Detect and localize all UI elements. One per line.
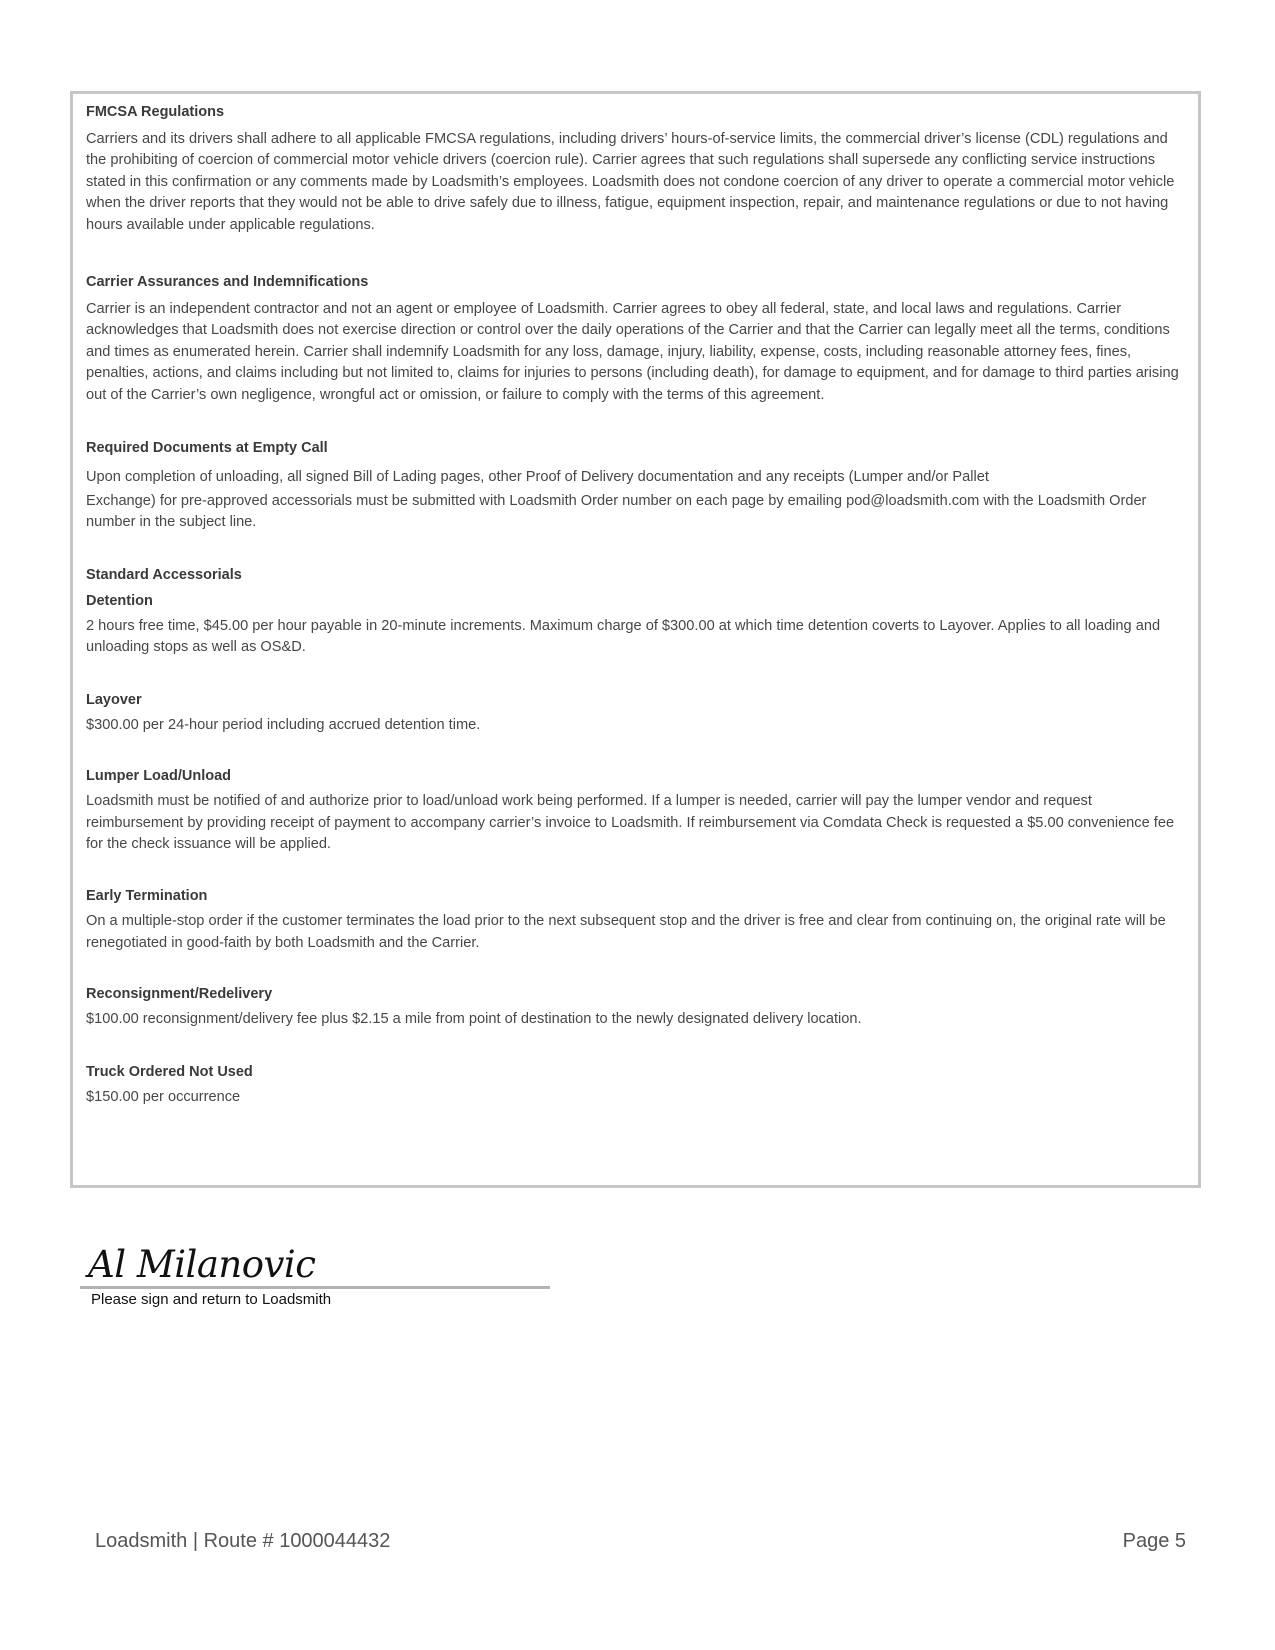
early-termination-body: On a multiple-stop order if the customer terminates the load prior to the next subsequent stop and the driver is free and clear from continuing on, the original rate will be renegotiated in good-faith by both Loadsmith and the Carrier. (86, 913, 1166, 951)
signature-name: Al Milanovic (88, 1243, 316, 1286)
documents-body-rest: Exchange) for pre-approved accessorials must be submitted with Loadsmith Order number on each page by emailing pod@loadsmith.com with the Loadsmith Order number in the subject line. (86, 493, 1147, 531)
lumper-title: Lumper Load/Unload (86, 768, 231, 785)
truck-not-used-title: Truck Ordered Not Used (86, 1063, 253, 1080)
terms-box (70, 91, 1201, 1188)
layover-body: $300.00 per 24-hour period including accrued detention time. (86, 716, 481, 733)
documents-title: Required Documents at Empty Call (86, 440, 328, 457)
footer-route: Loadsmith | Route # 1000044432 (95, 1530, 391, 1552)
truck-not-used-body: $150.00 per occurrence (86, 1088, 241, 1105)
fmcsa-title: FMCSA Regulations (86, 104, 225, 120)
reconsignment-body: $100.00 reconsignment/delivery fee plus $2.15 a mile from point of destination to the newly designated delivery location. (86, 1011, 862, 1028)
signature-block (80, 1243, 550, 1308)
lumper-body: Loadsmith must be notified of and authorize prior to load/unload work being performed. If a lumper is needed, carrier will pay the lumper vendor and request reimbursement by providing receipt of payment to accompany carrier’s invoice to Loadsmith. If reimbursement via Comdata Check is requested a $5.00 convenience fee for the check issuance will be applied. (86, 793, 1175, 852)
detention-title: Detention (86, 592, 153, 609)
accessorials-title: Standard Accessorials (86, 566, 242, 583)
assurances-title: Carrier Assurances and Indemnifications (86, 274, 369, 291)
documents-body-line1: Upon completion of unloading, all signed Bill of Lading pages, other Proof of Delivery documentation and any receipts (Lumper and/or Pallet (86, 469, 989, 486)
detention-body: 2 hours free time, $45.00 per hour payable in 20-minute increments. Maximum charge of $300.00 at which time detention coverts to Layover. Applies to all loading and unloading stops as well as OS&D. (86, 617, 1161, 656)
footer-page-number: Page 5 (1122, 1530, 1186, 1552)
layover-title: Layover (86, 691, 142, 708)
signature-line (80, 1286, 550, 1289)
early-termination-title: Early Termination (86, 888, 208, 905)
signature-caption: Please sign and return to Loadsmith (91, 1291, 332, 1308)
fmcsa-body: Carriers and its drivers shall adhere to all applicable FMCSA regulations, including drivers’ hours-of-service limits, the commercial driver’s license (CDL) regulations and the prohibiting of coercion of commercial motor vehicle drivers (coercion rule). Carrier agrees that such regulations shall supersede any conflicting service instructions stated in this confirmation or any comments made by Loadsmith’s employees. Loadsmith does not condone coercion of any driver to operate a commercial motor vehicle when the driver reports that they would not be able to drive safely due to illness, fatigue, equipment inspection, repair, and maintenance regulations or due to not having hours available under applicable regulations. (86, 131, 1175, 233)
assurances-body: Carrier is an independent contractor and not an agent or employee of Loadsmith. Carrier agrees to obey all federal, state, and local laws and regulations. Carrier acknowledges that Loadsmith does not exercise direction or control over the daily operations of the Carrier and that the Carrier can legally meet all the terms, conditions and times as enumerated herein. Carrier shall indemnify Loadsmith for any loss, damage, injury, liability, expense, costs, including reasonable attorney fees, fines, penalties, actions, and claims including but not limited to, claims for injuries to persons (including death), for damage to equipment, and for damage to third parties arising out of the Carrier’s own negligence, wrongful act or omission, or failure to comply with the terms of this agreement. (86, 301, 1179, 403)
reconsignment-title: Reconsignment/Redelivery (86, 986, 273, 1003)
